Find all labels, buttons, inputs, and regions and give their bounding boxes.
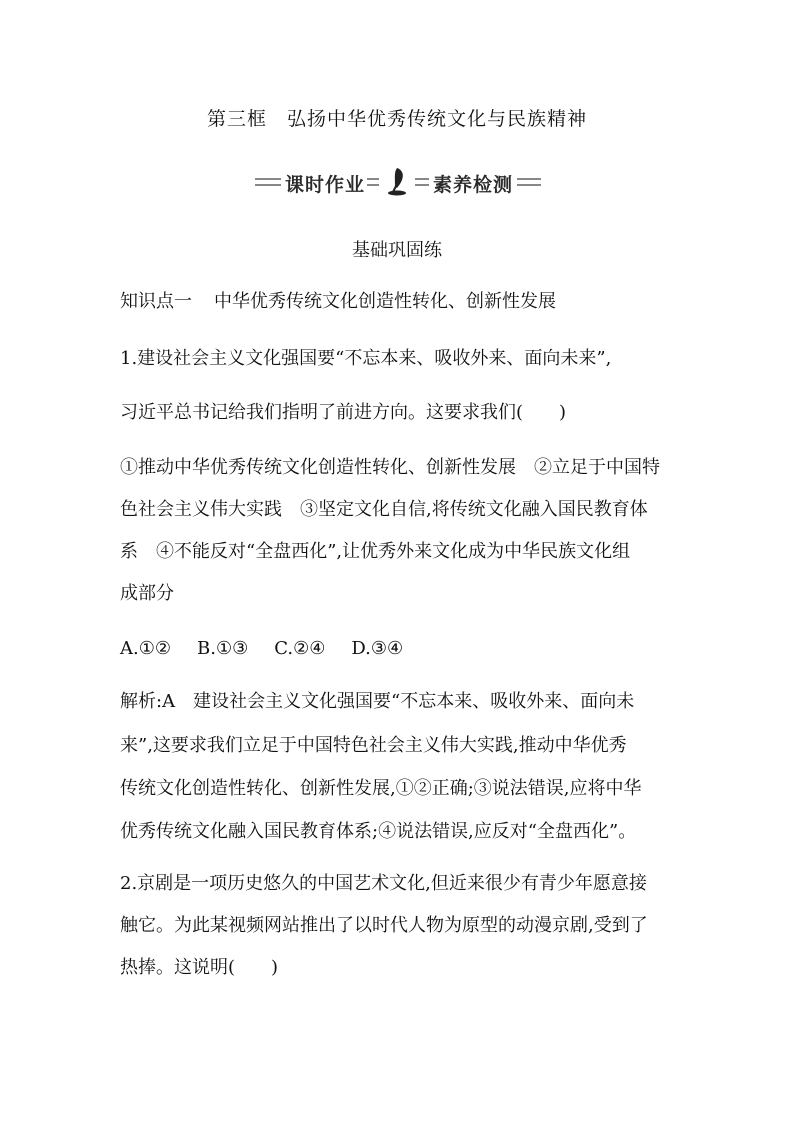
- section-title: 基础巩固练: [352, 240, 442, 261]
- option-b: B.①③: [197, 638, 249, 659]
- banner-right-label: 素养检测: [433, 174, 514, 196]
- knowledge-point-topic: 中华优秀传统文化创造性转化、创新性发展: [214, 291, 556, 312]
- banner-left-label: 课时作业: [285, 174, 366, 196]
- question1-stem-line: 1.建设社会主义文化强国要“不忘本来、吸收外来、面向未来”,: [120, 348, 612, 369]
- quill-ink-icon: [383, 166, 411, 196]
- knowledge-point-heading: [120, 290, 556, 314]
- question2-stem-line: 2.京剧是一项历史悠久的中国艺术文化,但近来很少有青少年愿意接: [120, 873, 647, 894]
- question2-stem-line: 热捧。这说明( ): [120, 957, 279, 978]
- question1-options: [120, 637, 403, 661]
- option-c: C.②④: [274, 638, 326, 659]
- question1-analysis-line: 解析:A 建设社会主义文化强国要“不忘本来、吸收外来、面向未: [120, 691, 635, 712]
- question1-statement-line: 成部分: [120, 583, 174, 604]
- option-d: D.③④: [351, 638, 404, 659]
- question1-analysis-line: 来”,这要求我们立足于中国特色社会主义伟大实践,推动中华优秀: [120, 735, 627, 756]
- question1-stem-line: 习近平总书记给我们指明了前进方向。这要求我们( ): [120, 402, 567, 423]
- option-a: A.①②: [120, 638, 171, 659]
- question1-analysis-line: 传统文化创造性转化、创新性发展,①②正确;③说法错误,应将中华: [120, 778, 642, 799]
- question1-analysis-line: 优秀传统文化融入国民教育体系;④说法错误,应反对“全盘西化”。: [120, 821, 637, 842]
- question2-stem-line: 触它。为此某视频网站推出了以时代人物为原型的动漫京剧,受到了: [120, 915, 648, 936]
- question1-statement-line: ①推动中华优秀传统文化创造性转化、创新性发展 ②立足于中国特: [120, 457, 660, 478]
- knowledge-point-label: 知识点一: [120, 291, 192, 312]
- page-title: 第三框 弘扬中华优秀传统文化与民族精神: [206, 108, 587, 130]
- question1-statement-line: 系 ④不能反对“全盘西化”,让优秀外来文化成为中华民族文化组: [120, 541, 631, 562]
- section-banner: [255, 166, 541, 202]
- question1-statement-line: 色社会主义伟大实践 ③坚定文化自信,将传统文化融入国民教育体: [120, 499, 648, 520]
